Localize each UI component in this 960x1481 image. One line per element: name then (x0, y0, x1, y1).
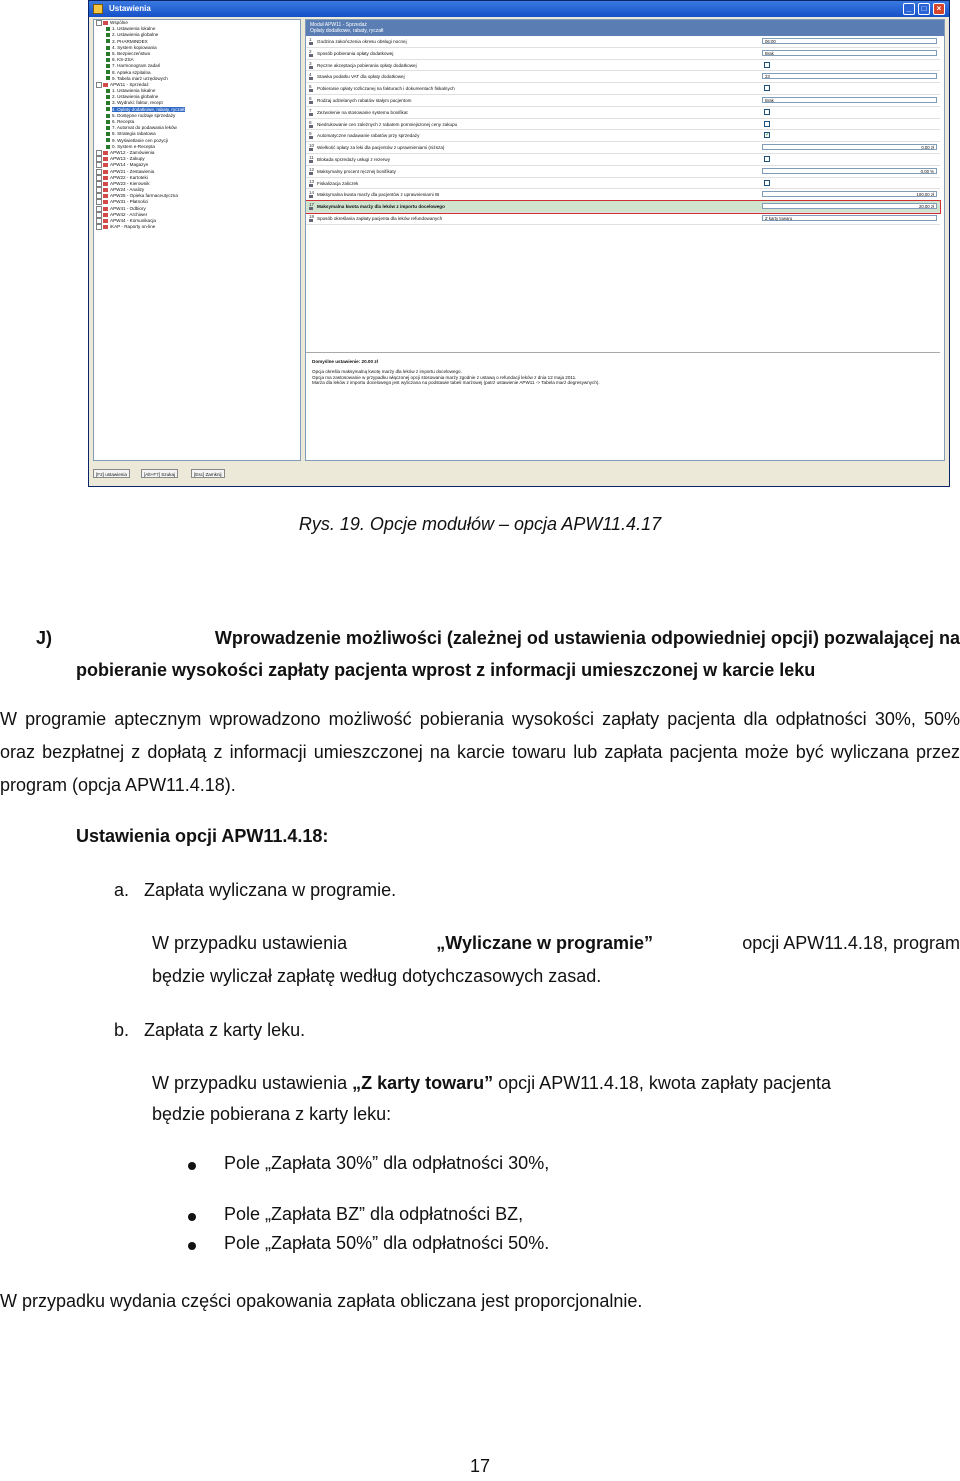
tree-item-label: 9. Tabela marż urzędowych (112, 75, 168, 81)
expand-icon[interactable] (96, 187, 102, 193)
tree-item-label: 4. Opłaty dodatkowe, rabaty, ryczałt (112, 106, 185, 112)
checkmark-icon (106, 138, 110, 142)
tree-item-label: 3. PHARMINDEX (112, 38, 148, 44)
checkmark-icon (106, 132, 110, 136)
tree-item-label: APW14 - Magazyn (110, 162, 149, 168)
item-b-text-bold: „Z karty towaru” (352, 1073, 494, 1093)
expand-icon[interactable] (96, 224, 102, 230)
tree-item-label: APW41 - Odbiory (110, 205, 146, 211)
folder-icon (103, 188, 108, 192)
option-row[interactable] (306, 142, 940, 154)
heading-line-1 (36, 622, 960, 654)
settings-button[interactable]: [F2] ustawienia (93, 469, 130, 478)
tree-item-label: Wspólne (110, 20, 128, 26)
settings-window-screenshot (88, 0, 950, 487)
options-pane (305, 19, 945, 461)
option-row[interactable] (306, 95, 940, 107)
minimize-button[interactable]: _ (903, 3, 915, 15)
folder-icon (103, 219, 108, 223)
tree-item-label: iKAP - Raporty on-line (110, 224, 156, 230)
option-label: Zezwolenie na stosowanie systemu bonifikat (317, 109, 408, 115)
option-value-field[interactable]: Z karty towaru (762, 215, 937, 221)
folder-icon (103, 200, 108, 204)
expand-icon[interactable] (96, 199, 102, 205)
option-icon (309, 172, 313, 175)
options-tree[interactable] (93, 19, 301, 461)
tree-item-label: APW11 - Sprzedaż (110, 82, 149, 88)
tree-item-label: APW42 - Archiwer (110, 212, 148, 218)
tree-item-label: 7. Harmonogram zadań (112, 63, 161, 69)
tree-item-label: 6. Recepta (112, 119, 135, 124)
option-icon (309, 66, 313, 69)
checkmark-icon (106, 114, 110, 118)
expand-icon[interactable] (96, 181, 102, 187)
option-row[interactable] (306, 48, 940, 60)
checkmark-icon (106, 70, 110, 74)
option-row[interactable] (306, 178, 940, 190)
checkmark-icon (106, 145, 110, 149)
expand-icon[interactable] (96, 175, 102, 181)
figure-caption: Rys. 19. Opcje modułów – opcja APW11.4.17 (298, 514, 662, 534)
heading-line1-text: Wprowadzenie możliwości (zależnej od ustawienia odpowiedniej opcji) pozwalającej na (214, 628, 960, 648)
tree-item-label: 1. Ustawienia lokalne (112, 88, 156, 94)
option-icon (309, 125, 313, 128)
checkmark-icon (106, 39, 110, 43)
option-row[interactable] (306, 201, 940, 213)
expand-icon[interactable] (96, 193, 102, 199)
pane-header-module: Moduł APW11 - Sprzedaż (310, 22, 367, 28)
tree-item-label: 1. Ustawienia lokalne (112, 26, 156, 32)
page-number: 17 (469, 1456, 491, 1476)
option-number: 17 (309, 202, 315, 208)
heading-line2-text: pobieranie wysokości zapłaty pacjenta wprost z informacji umieszczonej w karcie leku (76, 660, 816, 680)
item-b-line-1 (152, 1073, 831, 1094)
bullet-item: Pole „Zapłata 30%” dla odpłatności 30%, (224, 1153, 550, 1173)
tree-item-label: APW24 - Analizy (110, 187, 145, 193)
tree-item-label: 0. System e-Recepta (112, 143, 155, 149)
checkmark-icon (106, 120, 110, 124)
option-number: 9 (309, 131, 312, 137)
tree-item-label: 2. Ustawienia globalne (112, 32, 159, 38)
option-value-field[interactable]: 0.00 % (762, 168, 937, 174)
item-b-text-pre: W przypadku ustawienia (152, 1073, 348, 1093)
option-icon (309, 113, 313, 116)
expand-icon[interactable] (96, 162, 102, 168)
checkmark-icon (106, 33, 110, 37)
option-number: 13 (309, 178, 315, 184)
option-description (306, 352, 940, 461)
option-number: 5 (309, 84, 312, 90)
tree-item-label: 6. KS-ZSA (112, 57, 134, 63)
checkmark-icon (106, 64, 110, 68)
option-row[interactable] (306, 71, 940, 83)
folder-icon (103, 225, 108, 229)
option-label: Niedrukowanie cen zależnych z rabatem pomniejszonej ceny zakupu (317, 121, 458, 127)
option-number: 3 (309, 60, 312, 66)
option-icon (309, 148, 313, 151)
tree-item-label: APW23 - Kierownik (110, 181, 150, 187)
tree-item-label: APW12 - Zamówienia (110, 150, 155, 156)
option-value-field[interactable]: 100.00 zł (762, 191, 937, 197)
tree-item-label: 5. Dostępne rodzaje sprzedaży (112, 112, 176, 118)
checkmark-icon (106, 107, 110, 111)
bullet-icon (188, 1162, 196, 1170)
option-value-field[interactable]: 20.00 zł (762, 203, 937, 209)
bullet-item: Pole „Zapłata BZ” dla odpłatności BZ, (224, 1204, 524, 1224)
item-a (114, 880, 396, 901)
option-number: 18 (309, 213, 315, 219)
folder-icon (103, 213, 108, 217)
tree-item-label: APW25 - Opieka farmaceutyczna (110, 193, 178, 199)
window-titlebar (89, 1, 949, 17)
option-checkbox[interactable] (764, 121, 770, 127)
option-number: 6 (309, 95, 312, 101)
closing-sentence: W przypadku wydania części opakowania zapłata obliczana jest proporcjonalnie. (0, 1291, 643, 1311)
option-icon (309, 160, 313, 163)
maximize-button[interactable]: □ (918, 3, 930, 15)
item-b-line-2: będzie pobierana z karty leku: (152, 1104, 392, 1124)
checkmark-icon (106, 52, 110, 56)
item-a-text-pre: W przypadku ustawienia (152, 933, 348, 953)
option-label: Stawka podatku VAT dla opłaty dodatkowej (317, 74, 405, 80)
option-label: Sposób określania zapłaty pacjenta dla leków refundowanych (317, 215, 443, 221)
option-number: 8 (309, 119, 312, 125)
heading-marker: J) (36, 628, 53, 648)
option-icon (309, 207, 313, 210)
option-icon (309, 54, 313, 57)
option-number: 4 (309, 72, 312, 78)
option-label: Maksymalna kwota marży dla leków z importu docelowego (317, 204, 445, 210)
tree-item-label: 3. Wydruki: faktur, recept (112, 100, 163, 106)
option-label: Rodzaj udzielanych rabatów stałym pacjentom (317, 97, 412, 103)
option-number: 12 (309, 166, 315, 172)
expand-icon[interactable] (96, 82, 102, 88)
description-line: Opcja określa maksymalną kwotę marży dla leków z importu docelowego. (312, 369, 462, 374)
option-checkbox[interactable] (764, 156, 770, 162)
folder-icon (103, 170, 108, 174)
description-text (312, 369, 732, 386)
expand-icon[interactable] (96, 169, 102, 175)
option-value-field[interactable]: 0.00 zł (762, 144, 937, 150)
option-row[interactable] (306, 36, 940, 48)
folder-icon (103, 21, 108, 25)
option-icon (309, 195, 313, 198)
option-number: 1 (309, 37, 312, 42)
checkmark-icon (106, 101, 110, 105)
checkmark-icon (106, 95, 110, 99)
option-icon (309, 77, 313, 80)
search-button[interactable]: [Alt+F7] Szukaj (141, 469, 178, 478)
expand-icon[interactable] (96, 20, 102, 26)
option-label: Pobieranie opłaty rozliczanej na fakturach i dokumentach fiskalnych (317, 86, 455, 92)
folder-icon (103, 207, 108, 211)
checkmark-icon (106, 58, 110, 62)
expand-icon[interactable] (96, 212, 102, 218)
tree-item-label: 8. Apteka szpitalna (112, 69, 151, 75)
checkmark-icon (106, 126, 110, 130)
checkmark-icon (106, 76, 110, 80)
tree-item-label: APW22 - Kartoteki (110, 174, 148, 180)
tree-item-label: APW13 - Zakupy (110, 156, 145, 162)
option-icon (309, 136, 313, 139)
option-number: 11 (309, 154, 314, 160)
tree-item-label: APW31 - Płatności (110, 199, 149, 205)
option-label: Sposób pobierania opłaty dodatkowej (317, 50, 394, 56)
item-b-label: b. (114, 1020, 130, 1040)
folder-icon (103, 83, 108, 87)
option-row[interactable] (306, 107, 940, 119)
option-value-field[interactable]: 06:00 (762, 38, 937, 44)
option-checkbox[interactable] (764, 85, 770, 91)
option-label: Automatyczne nadawanie rabatów przy sprzedaży (317, 133, 420, 139)
close-button[interactable]: × (933, 3, 945, 15)
option-number: 10 (309, 143, 315, 149)
tree-item[interactable] (94, 224, 300, 230)
option-row[interactable] (306, 130, 940, 142)
option-value-field[interactable]: Brak (762, 97, 937, 103)
bullet-icon (188, 1213, 196, 1221)
option-icon (309, 101, 313, 104)
tree-item-label: APW21 - Zestawienia (110, 168, 155, 174)
expand-icon[interactable] (96, 218, 102, 224)
option-icon (309, 184, 313, 187)
tree-item-label: 8. Strategia rabatowa (112, 131, 156, 137)
option-icon (309, 89, 313, 92)
option-label: Maksymalny procent ręcznej bonifikaty (317, 168, 396, 174)
checkmark-icon (106, 89, 110, 93)
option-label: Wielkość opłaty za leki dla pacjentów z uprawnieniami (niższa) (317, 145, 445, 151)
folder-icon (103, 194, 108, 198)
option-icon (309, 42, 313, 45)
item-b-text-post: opcji APW11.4.18, kwota zapłaty pacjenta (498, 1073, 832, 1093)
item-a-label: a. (114, 880, 130, 900)
description-line: Marża dla leków z importu docelowego jest wyliczana na podstawie tabeli marżowej (patrz ustawienie APW11 -> Tabela marż degresywnych). (312, 380, 600, 385)
option-row[interactable] (306, 154, 940, 166)
description-line: Opcja ma zastosowanie w przypadku włączonej opcji stosowania marży zgodnie z ustawą o refundacji leków z dnia 12 maja 2011. (312, 374, 577, 380)
folder-icon (103, 176, 108, 180)
option-icon (309, 219, 313, 222)
option-row[interactable] (306, 189, 940, 201)
item-a-text-bold: „Wyliczane w programie” (436, 933, 654, 953)
tree-item-label: 7. Automat do podawania leków (112, 125, 177, 131)
option-row[interactable] (306, 83, 940, 95)
option-value-field[interactable]: Brak (762, 50, 937, 56)
item-a-line-2: będzie wyliczał zapłatę według dotychczasowych zasad. (152, 966, 602, 986)
option-label: Godzina zakończenia okresu obsługi nocnej (317, 39, 407, 44)
item-b (114, 1020, 305, 1041)
settings-heading: Ustawienia opcji APW11.4.18: (76, 826, 329, 846)
checkmark-icon (106, 27, 110, 31)
section-heading (36, 622, 960, 686)
option-number: 7 (309, 107, 312, 113)
tree-item-label: 2. Ustawienia globalne (112, 94, 159, 100)
options-grid (306, 36, 940, 225)
tree-item-label: 4. System kopiowania (112, 44, 157, 50)
option-label: Maksymalna kwota marży dla pacjentów z uprawnieniami IB (317, 192, 440, 198)
intro-paragraph: W programie aptecznym wprowadzono możliwość pobierania wysokości zapłaty pacjenta dla odpłatności 30%, 50% oraz bezpłatnej z dopłatą z informacji umieszczonej na karcie towaru lub zapłata pacjenta może być wyliczana przez program (opcja APW11.4.18). (0, 709, 960, 795)
option-checkbox[interactable] (764, 180, 770, 186)
bullet-icon (188, 1242, 196, 1250)
expand-icon[interactable] (96, 150, 102, 156)
option-checkbox[interactable] (764, 62, 770, 68)
pane-header (306, 20, 944, 36)
close-window-button[interactable]: [Esc] Zamknij (191, 469, 225, 478)
tree-item-label: 5. Bezpieczeństwo (112, 50, 151, 56)
option-checkbox[interactable] (764, 109, 770, 115)
option-row[interactable] (306, 166, 940, 178)
option-number: 14 (309, 190, 315, 196)
tree-item-label: APW44 - Komunikacja (110, 218, 156, 224)
option-label: Ręczne akceptacja pobierania opłaty dodatkowej (317, 62, 417, 68)
item-a-line-1 (152, 933, 960, 954)
folder-icon (103, 151, 108, 155)
pane-header-group: Opłaty dodatkowe, rabaty, ryczałt (310, 28, 384, 34)
option-row[interactable] (306, 213, 940, 225)
tree-item-label: 9. Wyświetlanie cen pozycji (112, 137, 168, 143)
option-row[interactable] (306, 60, 940, 72)
item-a-text-post: opcji APW11.4.18, program (742, 933, 960, 953)
expand-icon[interactable] (96, 156, 102, 162)
option-label: Fiskalizacja zaliczek (317, 180, 359, 186)
default-setting: Domyślne ustawienie: 20.00 zł (312, 359, 378, 364)
window-title: Ustawienia (109, 4, 151, 13)
folder-icon (103, 182, 108, 186)
option-checkbox[interactable]: ✓ (765, 132, 771, 139)
item-b-title: Zapłata z karty leku. (144, 1020, 306, 1040)
option-value-field[interactable]: 23 (762, 73, 937, 79)
app-icon (93, 4, 103, 14)
checkmark-icon (106, 46, 110, 50)
folder-icon (103, 163, 108, 167)
expand-icon[interactable] (96, 206, 102, 212)
folder-icon (103, 157, 108, 161)
option-number: 2 (309, 48, 312, 54)
option-label: Blokada sprzedaży usługi z rezerwy (317, 156, 391, 162)
option-row[interactable] (306, 119, 940, 131)
item-a-title: Zapłata wyliczana w programie. (144, 880, 397, 900)
bullet-item: Pole „Zapłata 50%” dla odpłatności 50%. (224, 1233, 550, 1253)
